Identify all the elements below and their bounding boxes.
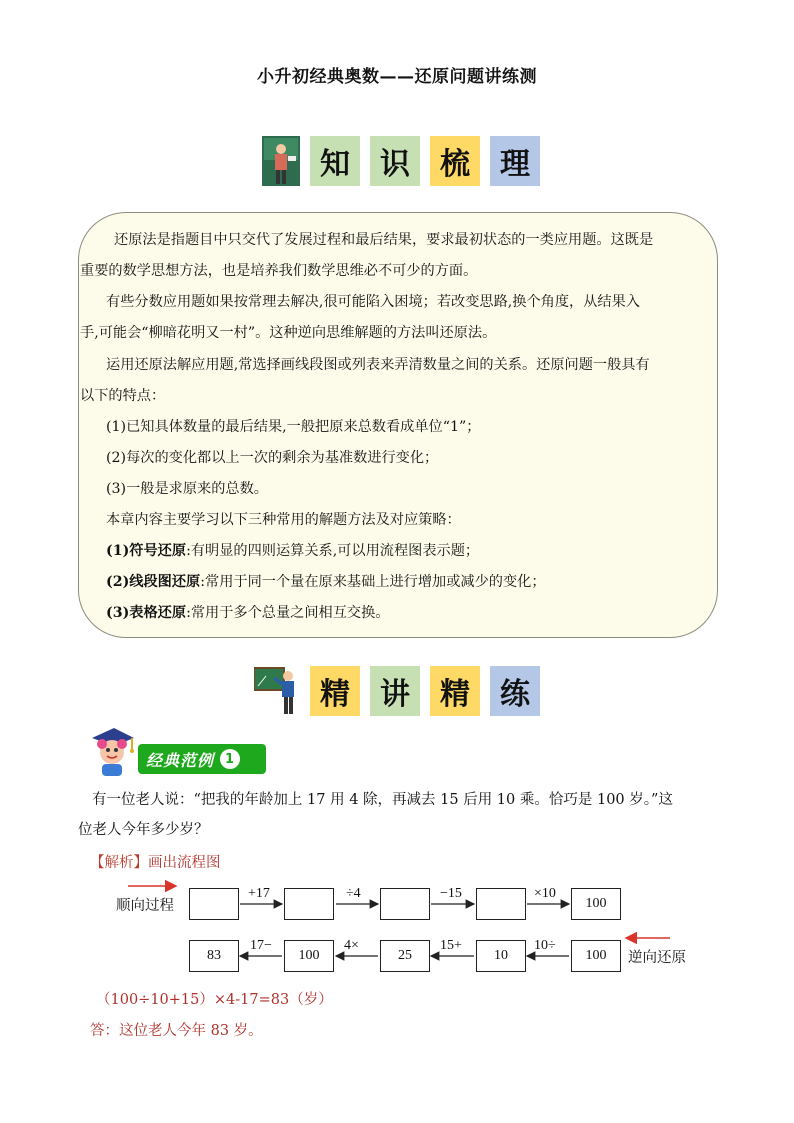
forward-op-4: ×10 [534, 886, 556, 901]
section-banner-knowledge [262, 136, 540, 186]
teacher-figure-icon [262, 136, 300, 186]
method-2-desc: :常用于同一个量在原来基础上进行增加或减少的变化； [200, 574, 546, 590]
knowledge-p3a: 运用还原法解应用题,常选择画线段图或列表来弄清数量之间的关系。还原问题一般具有 [106, 357, 650, 373]
backward-op-4: 10÷ [534, 938, 556, 953]
backward-box-4: 10 [476, 940, 526, 972]
question-line-1: 有一位老人说：“把我的年龄加上 17 用 4 除，再减去 15 后用 10 乘。恰巧是 100 岁。”这 [92, 792, 673, 808]
backward-box-2: 100 [284, 940, 334, 972]
method-1-desc: :有明显的四则运算关系,可以用流程图表示题； [186, 543, 480, 559]
knowledge-method-2 [106, 572, 546, 592]
answer-line [90, 1021, 263, 1041]
solution-formula: （100÷10+15）×4-17=83（岁） [96, 992, 333, 1008]
example-badge-number: 1 [220, 749, 240, 769]
tile-zhi: 知 [310, 136, 360, 186]
method-3-desc: :常用于多个总量之间相互交换。 [186, 605, 390, 621]
answer-number: 83 [210, 1023, 230, 1039]
knowledge-p1a: 还原法是指题目中只交代了发展过程和最后结果，要求最初状态的一类应用题。这既是 [114, 232, 654, 248]
example-badge [138, 744, 266, 774]
method-3-name: (3)表格还原 [106, 605, 187, 621]
knowledge-method-1 [106, 541, 479, 561]
tile-jing-1: 精 [310, 666, 360, 716]
knowledge-feature-3: (3)一般是求原来的总数。 [106, 481, 268, 497]
tile-jing-2: 精 [430, 666, 480, 716]
forward-op-2: ÷4 [346, 886, 361, 901]
knowledge-p1b: 重要的数学思想方法，也是培养我们数学思维必不可少的方面。 [80, 263, 478, 279]
method-2-name: (2)线段图还原 [106, 574, 201, 590]
tile-li: 理 [490, 136, 540, 186]
answer-prefix: 答：这位老人今年 [90, 1023, 211, 1039]
tile-jiang: 讲 [370, 666, 420, 716]
backward-op-1: 17− [250, 938, 272, 953]
forward-op-1: +17 [248, 886, 270, 901]
backward-box-3: 25 [380, 940, 430, 972]
forward-box-3 [380, 888, 430, 920]
question-line-2: 位老人今年多少岁？ [78, 822, 209, 838]
knowledge-feature-2: (2)每次的变化都以上一次的剩余为基准数进行变化； [106, 450, 439, 466]
backward-op-3: 15+ [440, 938, 462, 953]
knowledge-p3b: 以下的特点： [80, 388, 166, 404]
analysis-tag: 【解析】 [90, 855, 148, 871]
forward-box-2 [284, 888, 334, 920]
forward-op-3: −15 [440, 886, 462, 901]
page-title: 小升初经典奥数——还原问题讲练测 [257, 67, 537, 87]
tile-shu: 梳 [430, 136, 480, 186]
example-badge-label: 经典范例 [146, 750, 215, 770]
tile-shi: 识 [370, 136, 420, 186]
forward-box-4 [476, 888, 526, 920]
forward-process-label: 顺向过程 [116, 898, 174, 914]
knowledge-feature-1: (1)已知具体数量的最后结果,一般把原来总数看成单位“1”； [106, 419, 481, 435]
knowledge-p2b: 手,可能会“柳暗花明又一村”。这种逆向思维解题的方法叫还原法。 [80, 325, 497, 341]
backward-restore-label: 逆向还原 [628, 950, 686, 966]
forward-box-5: 100 [571, 888, 621, 920]
backward-box-1: 83 [189, 940, 239, 972]
knowledge-p2a: 有些分数应用题如果按常理去解决,很可能陷入困境；若改变思路,换个角度，从结果入 [106, 294, 640, 310]
analysis-text: 画出流程图 [148, 855, 221, 871]
section-banner-practice [254, 666, 540, 716]
forward-box-1 [189, 888, 239, 920]
answer-suffix: 岁。 [229, 1023, 263, 1039]
tile-lian: 练 [490, 666, 540, 716]
graduate-mascot-icon [88, 726, 136, 776]
knowledge-p4: 本章内容主要学习以下三种常用的解题方法及对应策略： [106, 512, 461, 528]
knowledge-method-3 [106, 603, 389, 623]
backward-op-2: 4× [344, 938, 359, 953]
teacher-blackboard-icon [254, 666, 300, 716]
backward-box-5: 100 [571, 940, 621, 972]
method-1-name: (1)符号还原 [106, 543, 187, 559]
